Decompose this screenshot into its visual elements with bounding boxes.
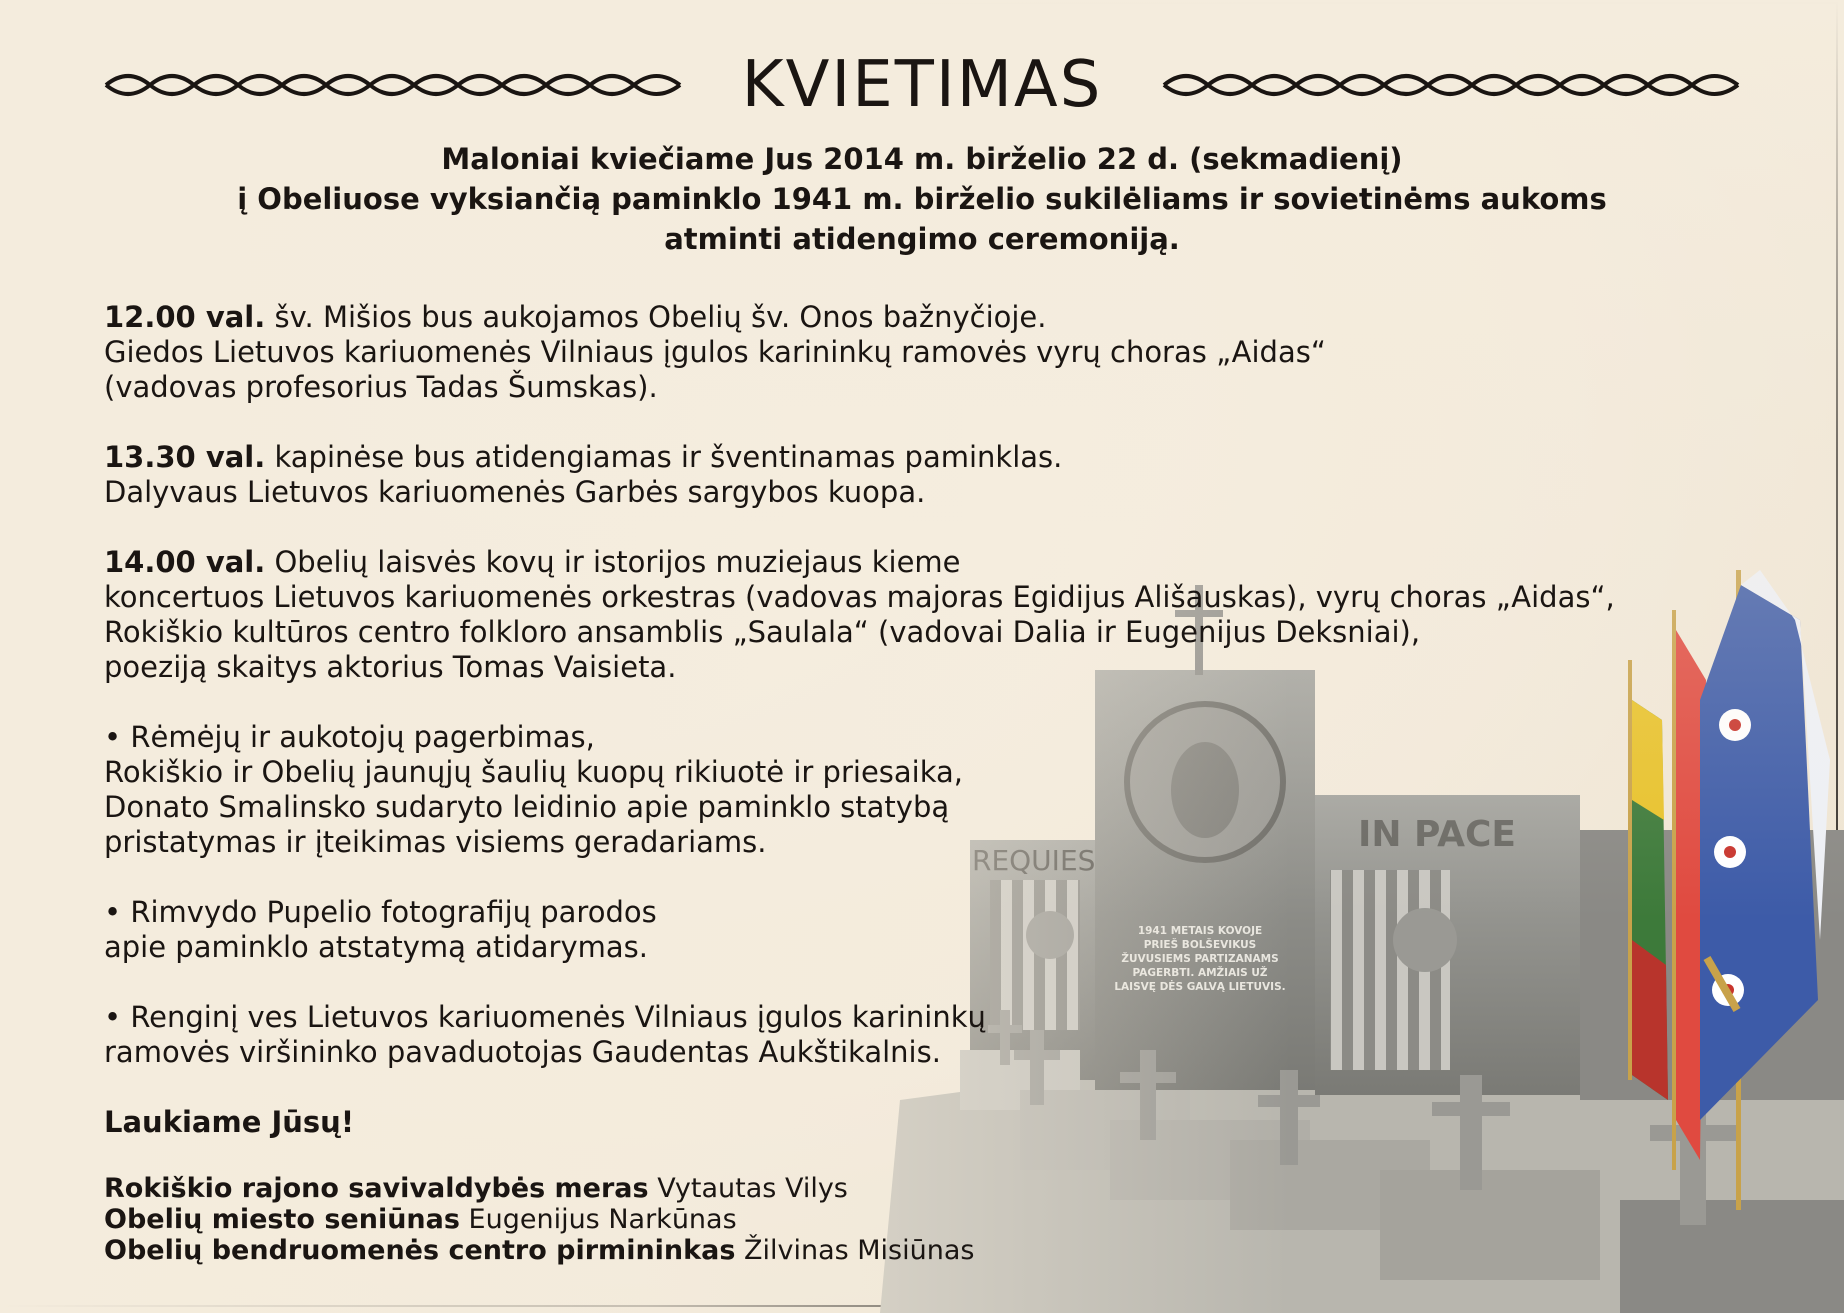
event-text: Dalyvaus Lietuvos kariuomenės Garbės sargybos kuopa. <box>104 475 926 509</box>
event-host <box>104 1000 1804 1070</box>
signer-name: Vytautas Vilys <box>648 1173 848 1204</box>
scroll-ornament-right <box>1156 62 1746 108</box>
event-unveiling <box>104 440 1804 510</box>
header <box>0 38 1844 128</box>
event-exhibition <box>104 895 1804 965</box>
signer-line <box>104 1235 1804 1266</box>
event-text: Giedos Lietuvos kariuomenės Vilniaus įgulos karininkų ramovės vyrų choras „Aidas“ <box>104 335 1326 369</box>
event-text: apie paminklo atstatymą atidarymas. <box>104 930 648 964</box>
program <box>104 300 1804 1266</box>
invitation-intro <box>200 139 1644 259</box>
event-text: (vadovas profesorius Tadas Šumskas). <box>104 370 658 404</box>
event-text: Obelių laisvės kovų ir istorijos muziejaus kieme <box>265 545 961 579</box>
event-text: Donato Smalinsko sudaryto leidinio apie paminklo statybą <box>104 790 950 824</box>
signers <box>104 1173 1804 1266</box>
event-time: 12.00 val. <box>104 300 266 334</box>
event-mass <box>104 300 1804 405</box>
signer-role: Obelių miesto seniūnas <box>104 1204 460 1235</box>
signer-role: Obelių bendruomenės centro pirmininkas <box>104 1235 736 1266</box>
event-text: poeziją skaitys aktorius Tomas Vaisieta. <box>104 650 677 684</box>
event-text: • Rėmėjų ir aukotojų pagerbimas, <box>104 720 595 754</box>
signer-role: Rokiškio rajono savivaldybės meras <box>104 1173 649 1204</box>
event-time: 14.00 val. <box>104 545 266 579</box>
event-text: šv. Mišios bus aukojamos Obelių šv. Onos bažnyčioje. <box>265 300 1047 334</box>
scroll-ornament-left <box>98 62 688 108</box>
event-text: pristatymas ir įteikimas visiems geradariams. <box>104 825 767 859</box>
event-concert <box>104 545 1804 685</box>
event-text: • Rimvydo Pupelio fotografijų parodos <box>104 895 657 929</box>
event-text: • Renginį ves Lietuvos kariuomenės Vilniaus įgulos karininkų <box>104 1000 986 1034</box>
event-text: ramovės viršininko pavaduotojas Gaudentas Aukštikalnis. <box>104 1035 941 1069</box>
closing-text: Laukiame Jūsų! <box>104 1105 355 1139</box>
event-text: kapinėse bus atidengiamas ir šventinamas paminklas. <box>265 440 1063 474</box>
intro-line: atminti atidengimo ceremoniją. <box>664 222 1180 256</box>
signer-line <box>104 1204 1804 1235</box>
signer-name: Žilvinas Misiūnas <box>735 1235 975 1266</box>
signer-name: Eugenijus Narkūnas <box>459 1204 737 1235</box>
event-text: Rokiškio kultūros centro folkloro ansamblis „Saulala“ (vadovai Dalia ir Eugenijus Deksniai), <box>104 615 1421 649</box>
signer-line <box>104 1173 1804 1204</box>
event-text: Rokiškio ir Obelių jaunųjų šaulių kuopų rikiuotė ir priesaika, <box>104 755 963 789</box>
event-honoring <box>104 720 1804 860</box>
event-time: 13.30 val. <box>104 440 266 474</box>
page-title: KVIETIMAS <box>741 48 1103 122</box>
intro-line: Maloniai kviečiame Jus 2014 m. birželio 22 d. (sekmadienį) <box>441 142 1403 176</box>
intro-line: į Obeliuose vyksiančią paminklo 1941 m. birželio sukilėliams ir sovietinėms aukoms <box>237 182 1607 216</box>
event-text: koncertuos Lietuvos kariuomenės orkestras (vadovas majoras Egidijus Ališauskas), vyrų choras „Aidas“, <box>104 580 1615 614</box>
